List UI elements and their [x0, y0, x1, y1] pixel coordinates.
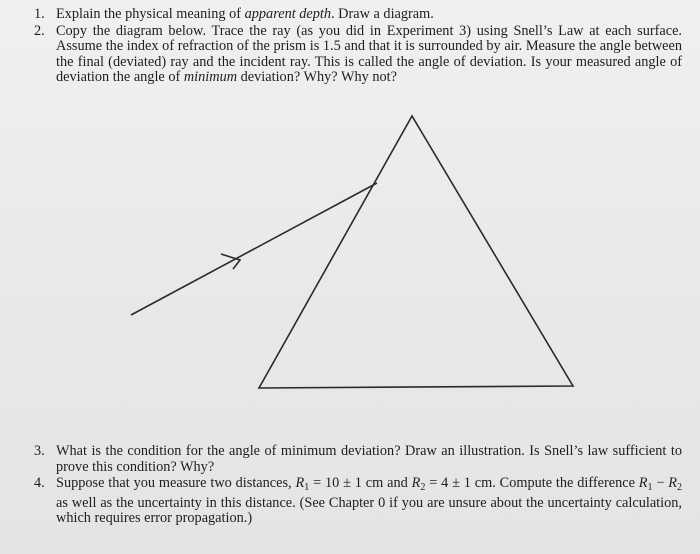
question-text: Suppose that you measure two distances, $R_1 = 10 \pm 1$ cm and $R_2 = 4 \pm 1$ cm. Compute the difference $R_1 - R_2$ as well as the uncertainty in this distance. (See Chapter 0 if you are unsure about the uncertainty calculation, which requires error propagation.) [56, 475, 683, 527]
var-r1: R [295, 475, 305, 492]
var-r2: R [411, 475, 421, 492]
emphasis-minimum: minimum [183, 69, 238, 86]
incident-ray [131, 183, 377, 315]
question-number: 1. [34, 6, 45, 22]
question-text: Copy the diagram below. Trace the ray (as you did in Experiment 3) using Snell’s Law at each surface. Assume the index of refraction of the prism is 1.5 and that it is surrounded by air. Measure the angle between the final (deviated) ray and the incident ray. This is called the angle of deviation. Is your measured angle of deviation the angle of minimum deviation? Why? Why not? [56, 22, 682, 86]
questions-bottom [22, 444, 682, 527]
question-3 [22, 444, 682, 475]
var-r1: R [638, 475, 648, 492]
question-number: 4. [34, 475, 45, 492]
question-number: 3. [34, 443, 45, 459]
question-text: What is the condition for the angle of minimum deviation? Draw an illustration. Is Snell’s law sufficient to prove this condition? Why? [56, 443, 682, 475]
prism-triangle [259, 116, 573, 388]
question-number: 2. [34, 22, 45, 39]
emphasis-apparent-depth: apparent depth [244, 6, 332, 22]
var-r2: R [668, 475, 678, 492]
question-4 [22, 476, 682, 527]
question-text: Explain the physical meaning of apparent depth. Draw a diagram. [56, 6, 434, 22]
